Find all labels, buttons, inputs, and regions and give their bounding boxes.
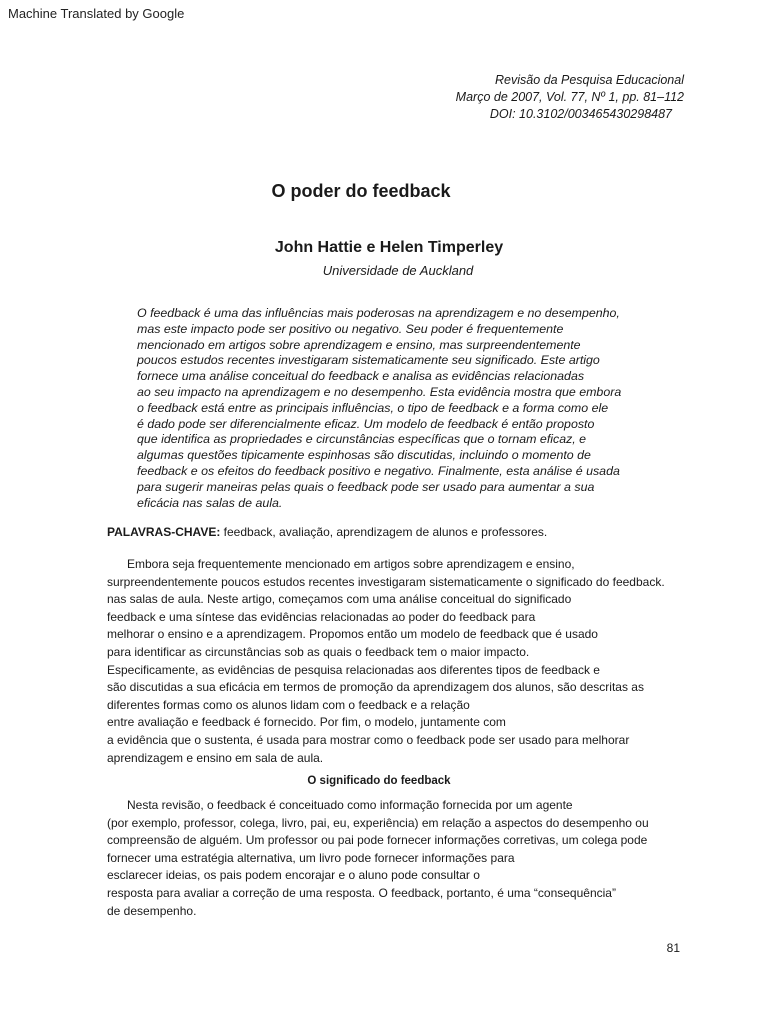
body-line: a evidência que o sustenta, é usada para mostrar como o feedback pode ser usado para melhorar [107,732,630,747]
abstract-line: mas este impacto pode ser positivo ou negativo. Seu poder é frequentemente [137,321,564,336]
body-line: melhorar o ensino e a aprendizagem. Propomos então um modelo de feedback que é usado [107,627,598,642]
paper-title: O poder do feedback [271,181,451,201]
abstract-line: algumas questões tipicamente espinhosas são discutidas, incluindo o momento de [137,448,591,463]
body-line: esclarecer ideias, os pais podem encorajar e o aluno pode consultar o [107,868,480,883]
body-line: entre avaliação e feedback é fornecido. Por fim, o modelo, juntamente com [107,715,506,730]
body-line: para identificar as circunstâncias sob as quais o feedback tem o maior impacto. [107,644,530,659]
page-number: 81 [666,941,680,955]
journal-header [456,72,684,123]
abstract-line: ao seu impacto na aprendizagem e no desempenho. Esta evidência mostra que embora [137,384,622,399]
abstract-line: para sugerir maneiras pelas quais o feedback pode ser usado para aumentar a sua [137,479,595,494]
body-line: são discutidas a sua eficácia em termos de promoção da aprendizagem dos alunos, são descritas as [107,680,644,695]
section-paragraph [107,797,707,920]
body-line: surpreendentemente poucos estudos recentes investigaram sistematicamente o significado do feedback. [107,574,665,589]
abstract-line: O feedback é uma das influências mais poderosas na aprendizagem e no desempenho, [137,306,620,320]
intro-paragraph [107,556,707,767]
body-line: feedback e uma síntese das evidências relacionadas ao poder do feedback para [107,609,536,624]
abstract-line: mencionado em artigos sobre aprendizagem e ensino, mas surpreendentemente [137,337,581,352]
journal-name: Revisão da Pesquisa Educacional [494,73,684,87]
body-line: Nesta revisão, o feedback é conceituado como informação fornecida por um agente [127,798,573,812]
section-heading: O significado do feedback [307,775,451,787]
keywords-text: feedback, avaliação, aprendizagem de alunos e professores. [220,525,548,539]
abstract-line: fornece uma análise conceitual do feedback e analisa as evidências relacionadas [137,369,585,384]
abstract-line: que identifica as propriedades e circunstâncias específicas que o tornam eficaz, e [137,432,587,447]
keywords-label: PALAVRAS-CHAVE: [107,525,221,539]
body-line: diferentes formas como os alunos lidam com o feedback e a relação [107,697,470,712]
journal-doi: DOI: 10.3102/003465430298487 [489,107,672,121]
body-line: resposta para avaliar a correção de uma resposta. O feedback, portanto, é uma “consequência” [107,885,616,900]
body-line: nas salas de aula. Neste artigo, começamos com uma análise conceitual do significado [107,592,572,607]
paper-authors: John Hattie e Helen Timperley [274,239,504,256]
body-line: fornecer uma estratégia alternativa, um livro pode fornecer informações para [107,850,515,865]
keywords [107,525,547,539]
abstract-line: o feedback está entre as principais influências, o tipo de feedback e a forma como ele [137,400,609,415]
body-line: Embora seja frequentemente mencionado em artigos sobre aprendizagem e ensino, [127,557,575,571]
body-line: (por exemplo, professor, colega, livro, pai, eu, experiência) em relação a aspectos do desempenho ou [107,815,649,830]
body-line: aprendizagem e ensino em sala de aula. [107,750,324,765]
abstract-line: feedback e os efeitos do feedback positivo e negativo. Finalmente, esta análise é usada [137,463,620,478]
abstract-line: poucos estudos recentes investigaram sistematicamente seu significado. Este artigo [137,353,600,368]
author-affiliation: Universidade de Auckland [322,263,474,278]
body-line: de desempenho. [107,903,197,918]
abstract [137,306,697,511]
machine-translation-banner: Machine Translated by Google [8,6,185,21]
journal-issue: Março de 2007, Vol. 77, Nº 1, pp. 81–112 [455,90,684,104]
body-line: compreensão de alguém. Um professor ou pai pode fornecer informações corretivas, um colega pode [107,833,648,848]
abstract-line: eficácia nas salas de aula. [137,495,283,510]
abstract-line: é dado pode ser diferencialmente eficaz. Um modelo de feedback é então proposto [137,416,595,431]
body-line: Especificamente, as evidências de pesquisa relacionadas aos diferentes tipos de feedback e [107,662,600,677]
